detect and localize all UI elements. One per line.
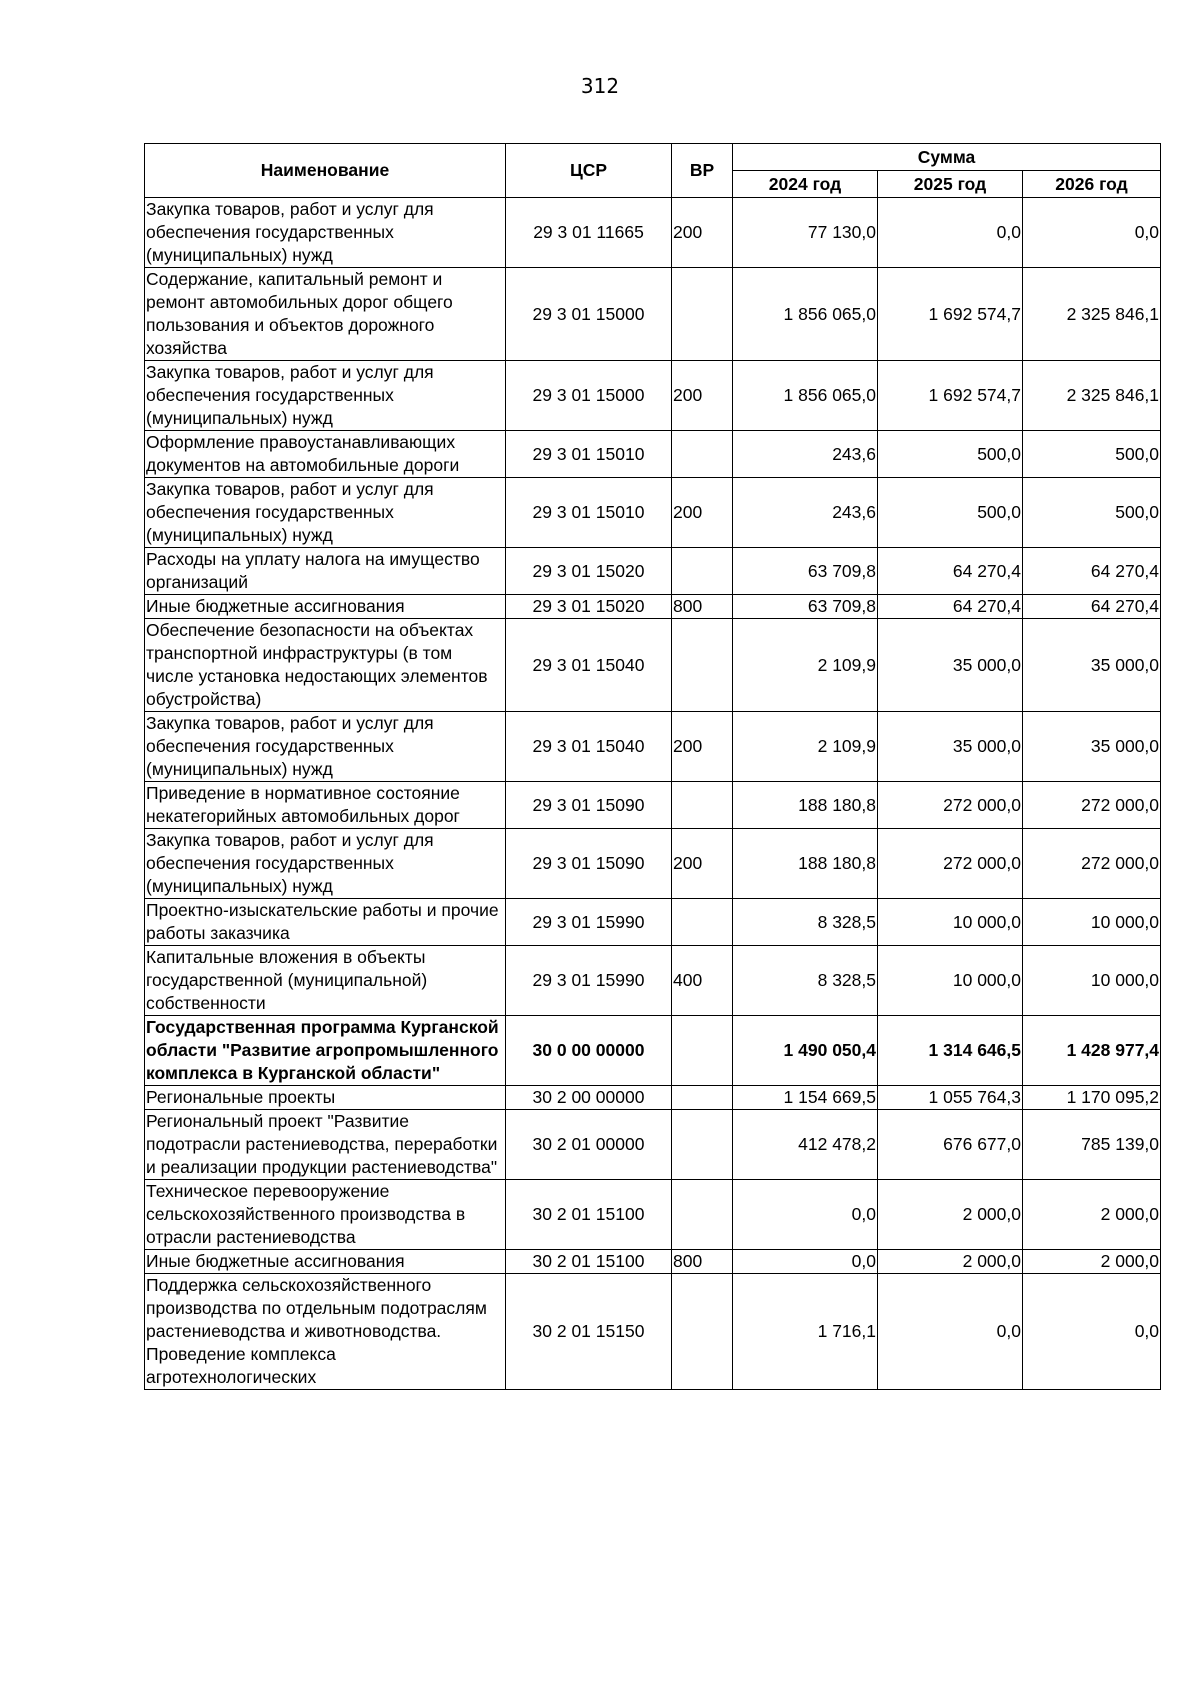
cell-2026: 2 325 846,1 — [1023, 268, 1161, 361]
cell-vr — [672, 431, 733, 478]
cell-2025: 0,0 — [878, 198, 1023, 268]
cell-2025: 676 677,0 — [878, 1110, 1023, 1180]
cell-name: Обеспечение безопасности на объектах транспортной инфраструктуры (в том числе установка недостающих элементов обустройства) — [145, 619, 506, 712]
cell-2024: 188 180,8 — [733, 829, 878, 899]
cell-2024: 1 856 065,0 — [733, 268, 878, 361]
cell-name: Содержание, капитальный ремонт и ремонт автомобильных дорог общего пользования и объектов дорожного хозяйства — [145, 268, 506, 361]
header-2026: 2026 год — [1023, 171, 1161, 198]
cell-2026: 1 170 095,2 — [1023, 1086, 1161, 1110]
cell-2024: 2 109,9 — [733, 619, 878, 712]
cell-csr: 29 3 01 15010 — [506, 478, 672, 548]
cell-2026: 2 325 846,1 — [1023, 361, 1161, 431]
cell-vr — [672, 268, 733, 361]
cell-2026: 272 000,0 — [1023, 829, 1161, 899]
cell-csr: 29 3 01 11665 — [506, 198, 672, 268]
cell-2025: 64 270,4 — [878, 595, 1023, 619]
table-row — [145, 619, 1161, 712]
cell-name: Закупка товаров, работ и услуг для обеспечения государственных (муниципальных) нужд — [145, 361, 506, 431]
cell-vr: 200 — [672, 198, 733, 268]
cell-name: Региональные проекты — [145, 1086, 506, 1110]
table-row — [145, 431, 1161, 478]
table-row — [145, 712, 1161, 782]
cell-csr: 29 3 01 15000 — [506, 268, 672, 361]
cell-csr: 29 3 01 15010 — [506, 431, 672, 478]
cell-2026: 35 000,0 — [1023, 712, 1161, 782]
budget-table — [144, 143, 1161, 1390]
cell-2025: 2 000,0 — [878, 1250, 1023, 1274]
cell-2026: 64 270,4 — [1023, 595, 1161, 619]
cell-2024: 63 709,8 — [733, 595, 878, 619]
cell-vr — [672, 1274, 733, 1390]
table-row — [145, 1250, 1161, 1274]
cell-2025: 272 000,0 — [878, 829, 1023, 899]
table-row — [145, 1180, 1161, 1250]
cell-2024: 8 328,5 — [733, 946, 878, 1016]
cell-vr: 800 — [672, 1250, 733, 1274]
cell-2024: 412 478,2 — [733, 1110, 878, 1180]
cell-2025: 272 000,0 — [878, 782, 1023, 829]
cell-2025: 0,0 — [878, 1274, 1023, 1390]
cell-vr — [672, 1180, 733, 1250]
cell-name: Иные бюджетные ассигнования — [145, 1250, 506, 1274]
cell-vr: 200 — [672, 712, 733, 782]
cell-2026: 785 139,0 — [1023, 1110, 1161, 1180]
cell-csr: 30 2 00 00000 — [506, 1086, 672, 1110]
table-row — [145, 1110, 1161, 1180]
cell-2025: 64 270,4 — [878, 548, 1023, 595]
table-row — [145, 361, 1161, 431]
cell-name: Расходы на уплату налога на имущество организаций — [145, 548, 506, 595]
cell-2026: 2 000,0 — [1023, 1250, 1161, 1274]
cell-csr: 29 3 01 15040 — [506, 619, 672, 712]
cell-name: Иные бюджетные ассигнования — [145, 595, 506, 619]
header-2024: 2024 год — [733, 171, 878, 198]
cell-name: Закупка товаров, работ и услуг для обеспечения государственных (муниципальных) нужд — [145, 712, 506, 782]
cell-csr: 30 2 01 15100 — [506, 1250, 672, 1274]
header-vr: ВР — [672, 144, 733, 198]
cell-vr — [672, 782, 733, 829]
cell-2025: 1 055 764,3 — [878, 1086, 1023, 1110]
cell-csr: 29 3 01 15040 — [506, 712, 672, 782]
table-row — [145, 478, 1161, 548]
cell-2026: 500,0 — [1023, 478, 1161, 548]
table-body — [145, 198, 1161, 1390]
cell-vr — [672, 1086, 733, 1110]
cell-2025: 10 000,0 — [878, 946, 1023, 1016]
cell-2026: 0,0 — [1023, 1274, 1161, 1390]
cell-vr — [672, 1016, 733, 1086]
cell-2026: 500,0 — [1023, 431, 1161, 478]
header-name: Наименование — [145, 144, 506, 198]
table-row — [145, 829, 1161, 899]
cell-csr: 29 3 01 15990 — [506, 946, 672, 1016]
cell-name: Проектно-изыскательские работы и прочие работы заказчика — [145, 899, 506, 946]
header-sum: Сумма — [733, 144, 1161, 171]
cell-vr — [672, 548, 733, 595]
cell-vr — [672, 899, 733, 946]
cell-2024: 243,6 — [733, 431, 878, 478]
cell-2025: 500,0 — [878, 478, 1023, 548]
cell-2025: 1 692 574,7 — [878, 361, 1023, 431]
cell-csr: 29 3 01 15020 — [506, 548, 672, 595]
cell-2024: 1 154 669,5 — [733, 1086, 878, 1110]
table-row — [145, 268, 1161, 361]
cell-2026: 35 000,0 — [1023, 619, 1161, 712]
table-row — [145, 782, 1161, 829]
cell-2025: 35 000,0 — [878, 712, 1023, 782]
cell-name: Техническое перевооружение сельскохозяйственного производства в отрасли растениеводства — [145, 1180, 506, 1250]
cell-2024: 2 109,9 — [733, 712, 878, 782]
table-row — [145, 1016, 1161, 1086]
cell-vr: 200 — [672, 829, 733, 899]
header-2025: 2025 год — [878, 171, 1023, 198]
cell-vr — [672, 619, 733, 712]
cell-name: Закупка товаров, работ и услуг для обеспечения государственных (муниципальных) нужд — [145, 829, 506, 899]
table-row — [145, 1086, 1161, 1110]
cell-csr: 29 3 01 15090 — [506, 829, 672, 899]
cell-2026: 1 428 977,4 — [1023, 1016, 1161, 1086]
cell-2024: 1 856 065,0 — [733, 361, 878, 431]
table-row — [145, 198, 1161, 268]
cell-vr: 400 — [672, 946, 733, 1016]
cell-2026: 64 270,4 — [1023, 548, 1161, 595]
cell-vr: 200 — [672, 478, 733, 548]
table-row — [145, 548, 1161, 595]
cell-name: Капитальные вложения в объекты государственной (муниципальной) собственности — [145, 946, 506, 1016]
cell-csr: 30 2 01 15150 — [506, 1274, 672, 1390]
cell-2026: 10 000,0 — [1023, 946, 1161, 1016]
cell-name: Государственная программа Курганской области "Развитие агропромышленного комплекса в Курганской области" — [145, 1016, 506, 1086]
cell-2025: 2 000,0 — [878, 1180, 1023, 1250]
cell-name: Закупка товаров, работ и услуг для обеспечения государственных (муниципальных) нужд — [145, 478, 506, 548]
cell-2024: 1 716,1 — [733, 1274, 878, 1390]
table-header — [145, 144, 1161, 198]
cell-2025: 1 314 646,5 — [878, 1016, 1023, 1086]
cell-csr: 29 3 01 15000 — [506, 361, 672, 431]
cell-2024: 188 180,8 — [733, 782, 878, 829]
cell-name: Региональный проект "Развитие подотрасли растениеводства, переработки и реализации продукции растениеводства" — [145, 1110, 506, 1180]
cell-2026: 2 000,0 — [1023, 1180, 1161, 1250]
cell-name: Оформление правоустанавливающих документов на автомобильные дороги — [145, 431, 506, 478]
page-number: 312 — [580, 74, 620, 98]
cell-csr: 29 3 01 15090 — [506, 782, 672, 829]
cell-vr — [672, 1110, 733, 1180]
cell-2024: 77 130,0 — [733, 198, 878, 268]
cell-2024: 243,6 — [733, 478, 878, 548]
cell-2024: 1 490 050,4 — [733, 1016, 878, 1086]
header-csr: ЦСР — [506, 144, 672, 198]
table-row — [145, 595, 1161, 619]
cell-2026: 10 000,0 — [1023, 899, 1161, 946]
cell-2025: 1 692 574,7 — [878, 268, 1023, 361]
cell-2024: 63 709,8 — [733, 548, 878, 595]
cell-2026: 0,0 — [1023, 198, 1161, 268]
cell-2024: 8 328,5 — [733, 899, 878, 946]
cell-2025: 500,0 — [878, 431, 1023, 478]
cell-2024: 0,0 — [733, 1180, 878, 1250]
cell-csr: 29 3 01 15020 — [506, 595, 672, 619]
cell-csr: 29 3 01 15990 — [506, 899, 672, 946]
cell-name: Поддержка сельскохозяйственного производства по отдельным подотраслям растениеводства и животноводства. Проведение комплекса агротехнологических — [145, 1274, 506, 1390]
cell-csr: 30 0 00 00000 — [506, 1016, 672, 1086]
cell-name: Закупка товаров, работ и услуг для обеспечения государственных (муниципальных) нужд — [145, 198, 506, 268]
cell-2026: 272 000,0 — [1023, 782, 1161, 829]
cell-csr: 30 2 01 15100 — [506, 1180, 672, 1250]
cell-2024: 0,0 — [733, 1250, 878, 1274]
cell-csr: 30 2 01 00000 — [506, 1110, 672, 1180]
cell-vr: 800 — [672, 595, 733, 619]
cell-2025: 35 000,0 — [878, 619, 1023, 712]
cell-vr: 200 — [672, 361, 733, 431]
table-row — [145, 899, 1161, 946]
table-row — [145, 1274, 1161, 1390]
cell-2025: 10 000,0 — [878, 899, 1023, 946]
table-row — [145, 946, 1161, 1016]
cell-name: Приведение в нормативное состояние некатегорийных автомобильных дорог — [145, 782, 506, 829]
